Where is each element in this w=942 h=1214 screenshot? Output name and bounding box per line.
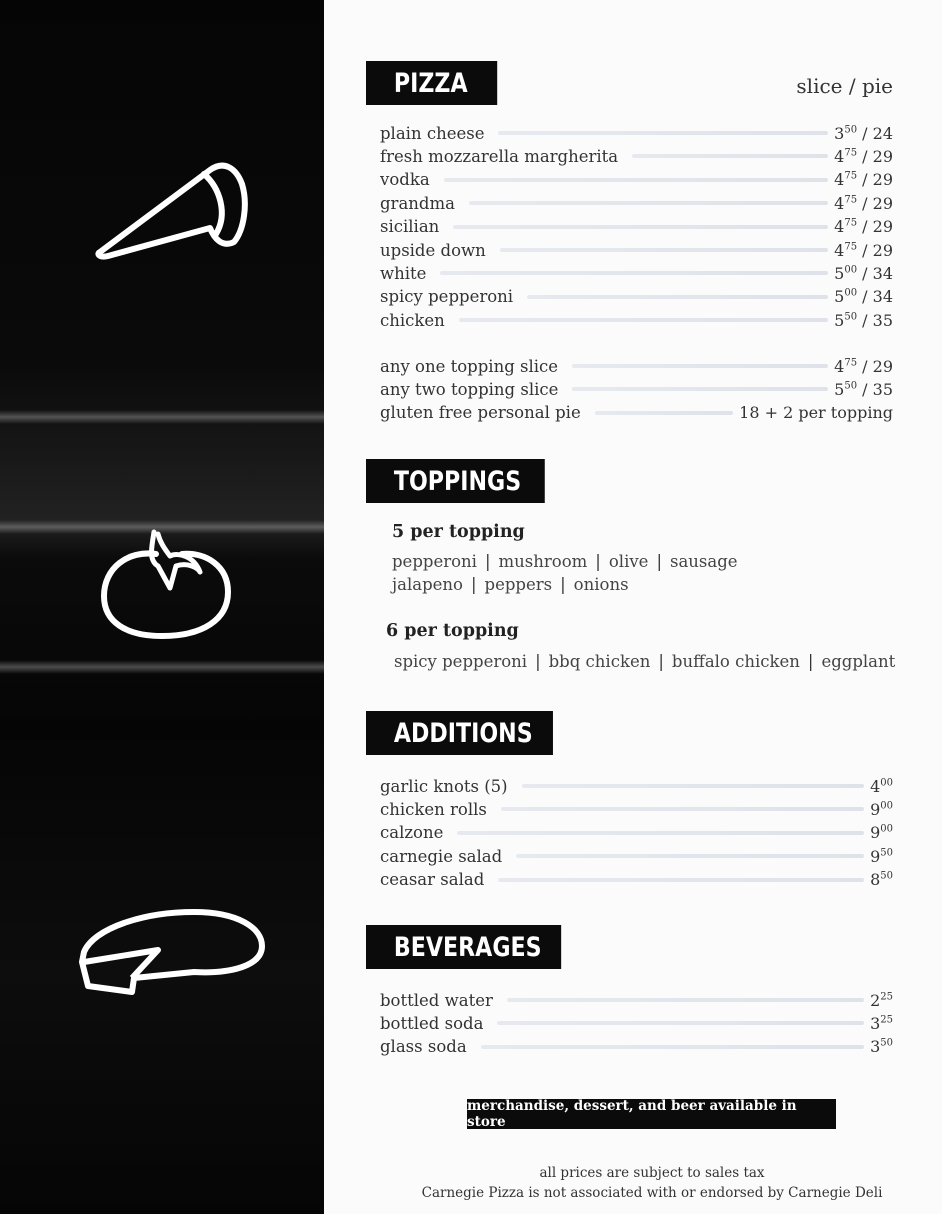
dot-leader xyxy=(497,1021,864,1025)
topping-separator: | xyxy=(484,552,491,571)
menu-item-price xyxy=(834,170,893,189)
topping-item: buffalo chicken xyxy=(671,652,800,671)
topping-separator: | xyxy=(807,652,814,671)
price-cents: 00 xyxy=(880,823,893,835)
price-pie: / 29 xyxy=(857,193,893,213)
additions-section-header: ADDITIONS xyxy=(366,711,553,755)
menu-item-name: chicken rolls xyxy=(380,799,487,819)
pizza-section-header: PIZZA xyxy=(366,61,497,105)
price-cents: 00 xyxy=(880,800,893,812)
topping-item: pepperoni xyxy=(392,552,477,571)
price-cents: 75 xyxy=(844,194,858,206)
menu-item-price xyxy=(870,847,893,866)
price-main: 4 xyxy=(870,776,881,796)
dot-leader xyxy=(453,225,828,229)
dot-leader xyxy=(572,387,828,391)
menu-item-row xyxy=(380,775,893,797)
price-cents: 75 xyxy=(844,217,858,229)
topping-item: eggplant xyxy=(821,652,896,671)
slice-pie-label: slice / pie xyxy=(796,74,893,98)
menu-item-price xyxy=(870,1014,893,1033)
menu-item-name: ceasar salad xyxy=(380,870,485,890)
menu-item-row xyxy=(380,402,893,424)
menu-item-row xyxy=(380,355,893,377)
dot-leader xyxy=(632,154,828,158)
menu-item-name: white xyxy=(380,263,427,283)
menu-item-name: grandma xyxy=(380,193,455,213)
price-cents: 75 xyxy=(844,147,858,159)
dot-leader xyxy=(498,131,828,135)
topping-group-2-line-1 xyxy=(394,652,895,671)
price-cents: 50 xyxy=(844,380,858,392)
price-cents: 75 xyxy=(844,357,858,369)
price-cents: 50 xyxy=(880,1037,893,1049)
topping-separator: | xyxy=(560,575,566,594)
price-cents: 50 xyxy=(880,847,893,859)
menu-item-row xyxy=(380,378,893,400)
topping-group-1-title: 5 per topping xyxy=(392,522,525,542)
menu-item-name: bottled soda xyxy=(380,1013,484,1033)
price-pie: / 29 xyxy=(857,240,893,260)
price-main: 4 xyxy=(834,217,845,237)
price-main: 3 xyxy=(870,1037,881,1057)
menu-item-name: sicilian xyxy=(380,217,440,237)
menu-item-price xyxy=(870,991,893,1010)
tax-disclaimer: all prices are subject to sales tax xyxy=(539,1165,765,1181)
price-pie: / 29 xyxy=(857,217,893,237)
price-pie: / 34 xyxy=(857,263,893,283)
menu-item-name: any one topping slice xyxy=(380,356,559,376)
menu-item-price xyxy=(870,870,893,889)
price-main: 9 xyxy=(870,846,881,866)
price-main: 18 + 2 per topping xyxy=(739,403,893,423)
menu-item-name: plain cheese xyxy=(380,123,485,143)
menu-item-name: upside down xyxy=(380,240,486,260)
dot-leader xyxy=(469,201,828,205)
dot-leader xyxy=(572,364,828,368)
topping-item: peppers xyxy=(484,575,553,594)
menu-item-row xyxy=(380,192,893,214)
topping-item: jalapeno xyxy=(392,575,463,594)
menu-item-price xyxy=(834,311,893,330)
menu-item-price xyxy=(870,800,893,819)
topping-item: olive xyxy=(608,552,649,571)
menu-item-name: any two topping slice xyxy=(380,379,559,399)
topping-separator: | xyxy=(535,652,541,671)
affiliation-disclaimer: Carnegie Pizza is not associated with or endorsed by Carnegie Deli xyxy=(421,1185,883,1201)
topping-group-2-title: 6 per topping xyxy=(386,621,519,641)
menu-item-price xyxy=(834,287,893,306)
menu-item-name: vodka xyxy=(380,170,430,190)
dot-leader xyxy=(522,784,864,788)
topping-separator: | xyxy=(595,552,601,571)
price-cents: 00 xyxy=(844,287,858,299)
dot-leader xyxy=(516,854,864,858)
menu-item-row xyxy=(380,989,893,1011)
price-main: 4 xyxy=(834,170,845,190)
price-main: 5 xyxy=(834,287,845,307)
menu-item-price xyxy=(834,264,893,283)
price-main: 4 xyxy=(834,240,845,260)
price-main: 5 xyxy=(834,263,845,283)
price-main: 3 xyxy=(834,123,845,143)
price-cents: 50 xyxy=(844,124,858,136)
dot-leader xyxy=(444,178,829,182)
menu-item-row xyxy=(380,822,893,844)
topping-item: mushroom xyxy=(498,552,588,571)
menu-item-price xyxy=(739,403,893,422)
dot-leader xyxy=(457,831,864,835)
price-cents: 25 xyxy=(880,1014,893,1026)
menu-item-name: gluten free personal pie xyxy=(380,403,581,423)
dot-leader xyxy=(507,998,864,1002)
menu-item-row xyxy=(380,239,893,261)
menu-item-price xyxy=(870,823,893,842)
price-main: 3 xyxy=(870,1013,881,1033)
price-main: 5 xyxy=(834,379,845,399)
dot-leader xyxy=(498,878,864,882)
price-cents: 75 xyxy=(844,170,858,182)
menu-item-price xyxy=(870,1037,893,1056)
menu-item-price xyxy=(834,124,893,143)
menu-item-row xyxy=(380,262,893,284)
menu-item-row xyxy=(380,216,893,238)
price-cents: 25 xyxy=(880,991,893,1003)
menu-item-row xyxy=(380,845,893,867)
price-cents: 00 xyxy=(844,264,858,276)
menu-item-row xyxy=(380,122,893,144)
menu-item-row xyxy=(380,869,893,891)
menu-item-price xyxy=(834,380,893,399)
menu-item-name: carnegie salad xyxy=(380,846,503,866)
menu-item-row xyxy=(380,169,893,191)
menu-item-row xyxy=(380,1012,893,1034)
topping-group-1-line-2 xyxy=(392,575,629,594)
price-main: 9 xyxy=(870,823,881,843)
price-pie: / 35 xyxy=(857,379,893,399)
price-cents: 50 xyxy=(844,311,858,323)
price-main: 4 xyxy=(834,356,845,376)
price-cents: 00 xyxy=(880,777,893,789)
price-main: 4 xyxy=(834,146,845,166)
topping-separator: | xyxy=(658,652,664,671)
beverages-section-header: BEVERAGES xyxy=(366,925,561,969)
menu-item-name: garlic knots (5) xyxy=(380,776,508,796)
price-main: 5 xyxy=(834,310,845,330)
dot-leader xyxy=(500,248,828,252)
price-main: 2 xyxy=(870,990,881,1010)
price-pie: / 24 xyxy=(857,123,893,143)
menu-item-name: chicken xyxy=(380,310,445,330)
menu-item-row xyxy=(380,1036,893,1058)
topping-separator: | xyxy=(470,575,477,594)
dot-leader xyxy=(595,411,733,415)
menu-item-price xyxy=(834,357,893,376)
menu-item-price xyxy=(834,217,893,236)
topping-item: spicy pepperoni xyxy=(394,652,528,671)
topping-item: onions xyxy=(573,575,629,594)
toppings-section-header: TOPPINGS xyxy=(366,459,545,503)
topping-separator: | xyxy=(656,552,662,571)
topping-item: sausage xyxy=(670,552,738,571)
menu-item-price xyxy=(834,147,893,166)
dot-leader xyxy=(440,271,828,275)
dot-leader xyxy=(459,318,828,322)
price-pie: / 29 xyxy=(857,356,893,376)
price-pie: / 35 xyxy=(857,310,893,330)
menu-item-name: fresh mozzarella margherita xyxy=(380,146,619,166)
menu-item-name: spicy pepperoni xyxy=(380,287,514,307)
price-main: 4 xyxy=(834,193,845,213)
topping-item: bbq chicken xyxy=(548,652,651,671)
dot-leader xyxy=(481,1045,864,1049)
menu-item-row xyxy=(380,145,893,167)
menu-item-row xyxy=(380,286,893,308)
menu-item-price xyxy=(834,194,893,213)
menu-item-name: bottled water xyxy=(380,990,493,1010)
in-store-notice: merchandise, dessert, and beer available in store xyxy=(467,1099,836,1129)
menu-item-row xyxy=(380,798,893,820)
price-main: 8 xyxy=(870,870,881,890)
price-pie: / 29 xyxy=(857,146,893,166)
dot-leader xyxy=(527,295,828,299)
menu-item-name: calzone xyxy=(380,823,444,843)
menu-item-price xyxy=(834,241,893,260)
menu-item-name: glass soda xyxy=(380,1037,467,1057)
price-main: 9 xyxy=(870,799,881,819)
menu-item-row xyxy=(380,309,893,331)
price-cents: 75 xyxy=(844,241,858,253)
dot-leader xyxy=(501,807,864,811)
price-cents: 50 xyxy=(880,870,893,882)
menu-item-price xyxy=(870,777,893,796)
topping-group-1-line-1 xyxy=(392,552,738,571)
price-pie: / 29 xyxy=(857,170,893,190)
price-pie: / 34 xyxy=(857,287,893,307)
